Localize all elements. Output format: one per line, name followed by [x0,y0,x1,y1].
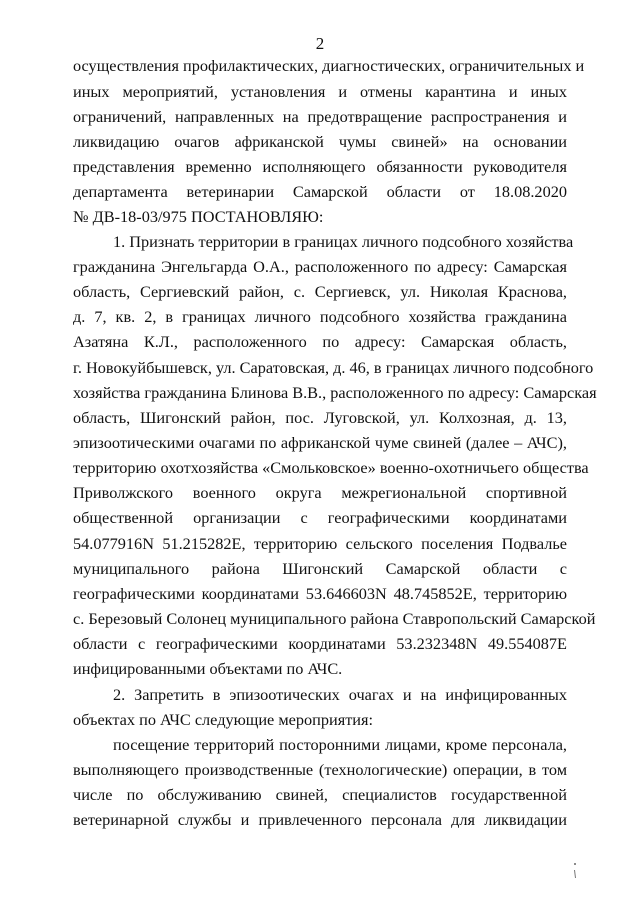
text-line: инфицированными объектами по АЧС. [73,659,343,678]
text-line: области с географическими координатами 53.232348N 49.554087E [73,634,567,653]
text-line: иных мероприятий, установления и отмены карантина и иных [73,82,567,101]
text-line: г. Новокуйбышевск, ул. Саратовская, д. 46, в границах личного подсобного [73,358,594,377]
text-line: территорию охотхозяйства «Смольковское» военно-охотничьего общества [73,458,589,477]
text-line: объектах по АЧС следующие мероприятия: [73,710,374,729]
text-line: Азатяна К.Л., расположенного по адресу: Самарская область, [73,332,567,351]
text-line: осуществления профилактических, диагностических, ограничительных и [73,56,585,75]
text-line: общественной организации с географическими координатами [73,508,567,527]
text-line: географическими координатами 53.646603N 48.745852E, территорию [73,584,567,603]
text-line: д. 7, кв. 2, в границах личного подсобного хозяйства гражданина [73,307,567,326]
text-line: с. Березовый Солонец муниципального района Ставропольский Самарской [73,609,596,628]
text-line: выполняющего производственные (технологические) операции, в том [73,760,567,779]
text-line: гражданина Энгельгарда О.А., расположенного по адресу: Самарская [73,257,567,276]
text-line: департамента ветеринарии Самарской области от 18.08.2020 [73,182,567,201]
text-line: ликвидацию очагов африканской чумы свиней» на основании [73,132,567,151]
text-line: область, Шигонский район, пос. Луговской, ул. Колхозная, д. 13, [73,408,567,427]
text-line: числе по обслуживанию свиней, специалистов государственной [73,785,567,804]
text-line: представления временно исполняющего обязанности руководителя [73,157,567,176]
scan-mark [572,862,578,880]
text-line: эпизоотическими очагами по африканской чуме свиней (далее – АЧС), [73,433,567,452]
text-line: хозяйства гражданина Блинова В.В., расположенного по адресу: Самарская [73,383,597,402]
paragraph-1-first-line: 1. Признать территории в границах личного подсобного хозяйства [113,232,574,251]
text-line: область, Сергиевский район, с. Сергиевск, ул. Николая Краснова, [73,282,567,301]
text-line: 54.077916N 51.215282E, территорию сельского поселения Подвалье [73,534,567,553]
text-line: Приволжского военного округа межрегиональной спортивной [73,483,567,502]
text-line: № ДВ-18-03/975 ПОСТАНОВЛЯЮ: [73,207,324,226]
paragraph-2-first-line: 2. Запретить в эпизоотических очагах и на инфицированных [113,685,567,704]
page-number: 2 [315,34,325,53]
paragraph-3-first-line: посещение территорий посторонними лицами, кроме персонала, [113,735,567,754]
text-line: ветеринарной службы и привлеченного персонала для ликвидации [73,810,567,829]
text-line: муниципального района Шигонский Самарской области с [73,559,567,578]
text-line: ограничений, направленных на предотвращение распространения и [73,107,567,126]
